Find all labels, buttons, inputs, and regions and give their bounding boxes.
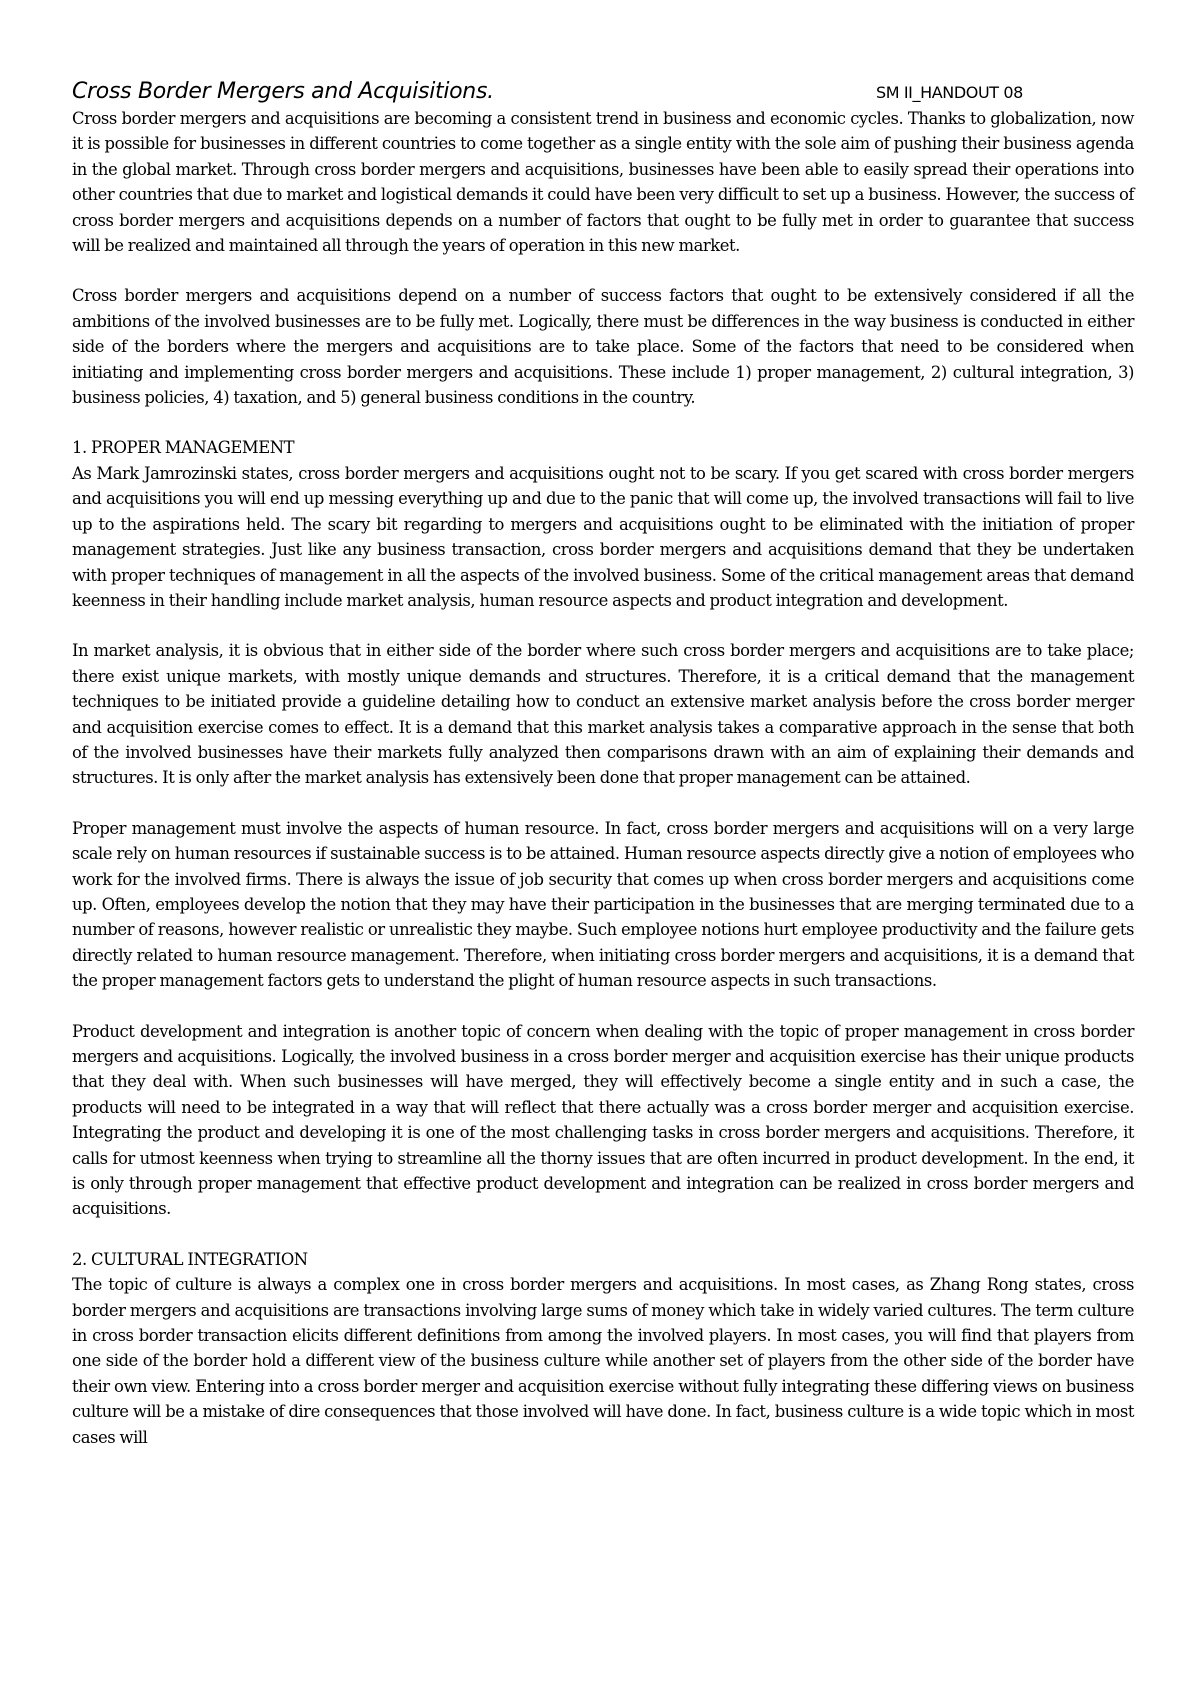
document-body [72, 106, 1134, 1450]
section-heading-proper-management: 1. PROPER MANAGEMENT [72, 438, 295, 458]
intro-paragraph-2: Cross border mergers and acquisitions depend on a number of success factors that ought to be extensively considered if all the ambitions of the involved businesses are to be fully met. Logically, there must be differences in the way business is conducted in either side of the borders where the mergers and acquisitions are to take place. Some of the factors that need to be considered when initiating and implementing cross border mergers and acquisitions. These include 1) proper management, 2) cultural integration, 3) business policies, 4) taxation, and 5) general business conditions in the country. [72, 286, 1134, 408]
document-page [72, 78, 1134, 1450]
proper-management-paragraph-1: As Mark Jamrozinski states, cross border mergers and acquisitions ought not to be scary. If you get scared with cross border mergers and acquisitions you will end up messing everything up and due to the panic that will come up, the involved transactions will fail to live up to the aspirations held. The scary bit regarding to mergers and acquisitions ought to be eliminated with the initiation of proper management strategies. Just like any business transaction, cross border mergers and acquisitions demand that they be undertaken with proper techniques of management in all the aspects of the involved business. Some of the critical management areas that demand keenness in their handling include market analysis, human resource aspects and product integration and development. [72, 463, 1134, 610]
proper-management-paragraph-3: Proper management must involve the aspects of human resource. In fact, cross border mergers and acquisitions will on a very large scale rely on human resources if sustainable success is to be attained. Human resource aspects directly give a notion of employees who work for the involved firms. There is always the issue of job security that comes up when cross border mergers and acquisitions come up. Often, employees develop the notion that they may have their participation in the businesses that are merging terminated due to a number of reasons, however realistic or unrealistic they maybe. Such employee notions hurt employee productivity and the failure gets directly related to human resource management. Therefore, when initiating cross border mergers and acquisitions, it is a demand that the proper management factors gets to understand the plight of human resource aspects in such transactions. [72, 818, 1134, 991]
section-heading-cultural-integration: 2. CULTURAL INTEGRATION [72, 1249, 308, 1269]
handout-code: SM II_HANDOUT 08 [876, 83, 1023, 102]
proper-management-paragraph-2: In market analysis, it is obvious that in either side of the border where such cross border mergers and acquisitions are to take place; there exist unique markets, with mostly unique demands and structures. Therefore, it is a critical demand that the management techniques to be initiated provide a guideline detailing how to conduct an extensive market analysis before the cross border merger and acquisition exercise comes to effect. It is a demand that this market analysis takes a comparative approach in the sense that both of the involved businesses have their markets fully analyzed then comparisons drawn with an aim of explaining their demands and structures. It is only after the market analysis has extensively been done that proper management can be attained. [72, 641, 1134, 788]
document-title: Cross Border Mergers and Acquisitions. [72, 79, 494, 104]
proper-management-paragraph-4: Product development and integration is another topic of concern when dealing with the topic of proper management in cross border mergers and acquisitions. Logically, the involved business in a cross border merger and acquisition exercise has their unique products that they deal with. When such businesses will have merged, they will effectively become a single entity and in such a case, the products will need to be integrated in a way that will reflect that there actually was a cross border merger and acquisition exercise. Integrating the product and developing it is one of the most challenging tasks in cross border mergers and acquisitions. Therefore, it calls for utmost keenness when trying to streamline all the thorny issues that are often incurred in product development. In the end, it is only through proper management that effective product development and integration can be realized in cross border mergers and acquisitions. [72, 1021, 1134, 1219]
cultural-integration-paragraph-1: The topic of culture is always a complex one in cross border mergers and acquisitions. In most cases, as Zhang Rong states, cross border mergers and acquisitions are transactions involving large sums of money which take in widely varied cultures. The term culture in cross border transaction elicits different definitions from among the involved players. In most cases, you will find that players from one side of the border hold a different view of the business culture while another set of players from the other side of the border have their own view. Entering into a cross border merger and acquisition exercise without fully integrating these differing views on business culture will be a mistake of dire consequences that those involved will have done. In fact, business culture is a wide topic which in most cases will [72, 1275, 1134, 1447]
intro-paragraph-1: Cross border mergers and acquisitions are becoming a consistent trend in business and economic cycles. Thanks to globalization, now it is possible for businesses in different countries to come together as a single entity with the sole aim of pushing their business agenda in the global market. Through cross border mergers and acquisitions, businesses have been able to easily spread their operations into other countries that due to market and logistical demands it could have been very difficult to set up a business. However, the success of cross border mergers and acquisitions depends on a number of factors that ought to be fully met in order to guarantee that success will be realized and maintained all through the years of operation in this new market. [72, 109, 1134, 256]
document-header [72, 78, 1134, 106]
